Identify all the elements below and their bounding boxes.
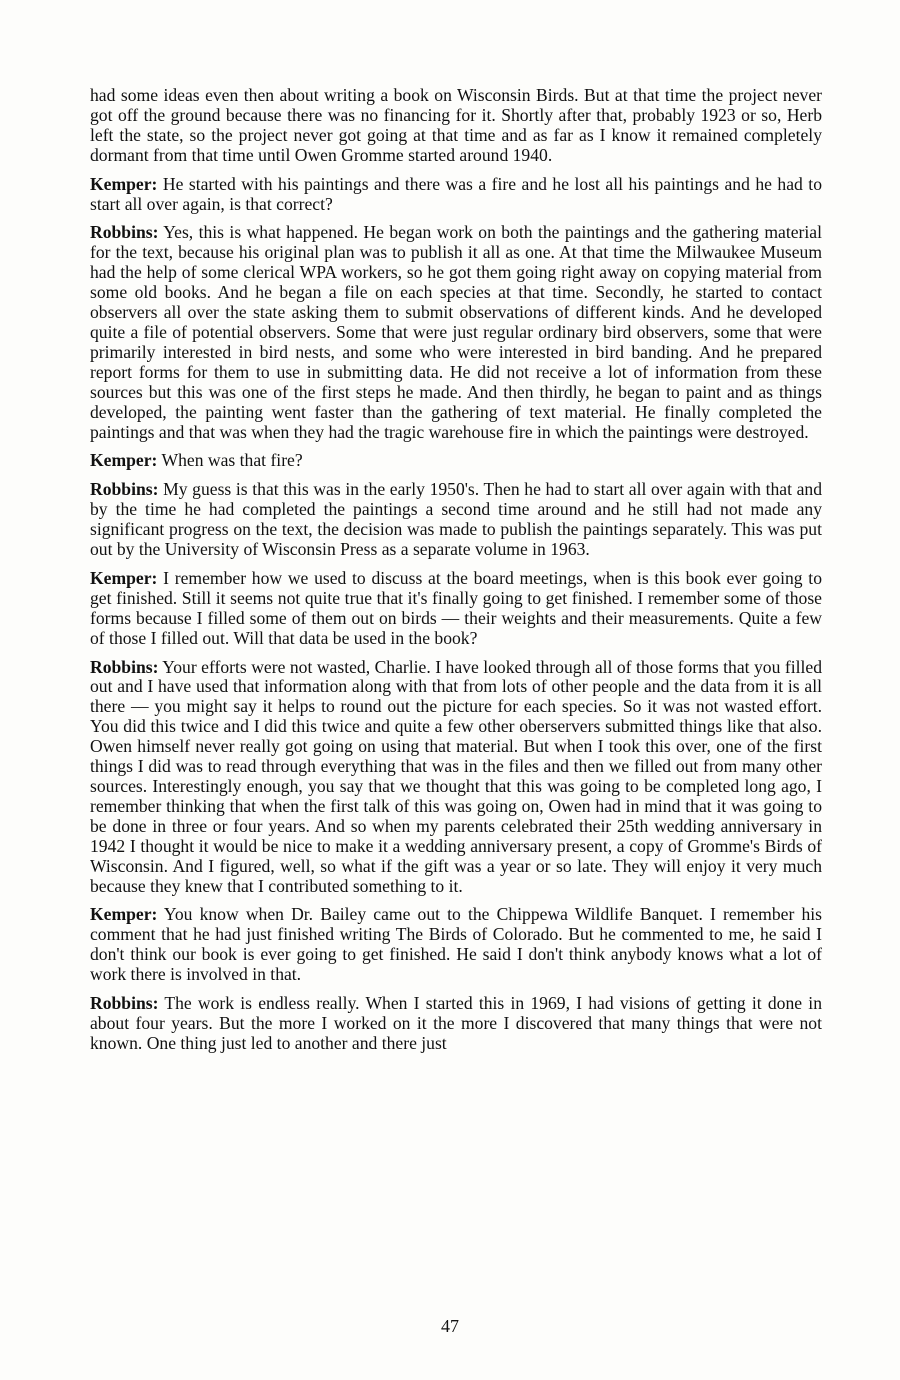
paragraph-8	[90, 905, 822, 985]
paragraph-7	[90, 658, 822, 897]
paragraph-text: When was that fire?	[157, 450, 303, 471]
speaker-label: Kemper:	[90, 450, 158, 471]
speaker-label: Robbins:	[90, 222, 159, 243]
paragraph-1	[90, 86, 822, 166]
paragraph-text: I remember how we used to discuss at the board meetings, when is this book ever going to get finished. Still it seems not quite true that it's finally going to get finished. I remember some of those forms because I filled some of them out on birds — their weights and their measurements. Quite a few of those I filled out. Will that data be used in the book?	[90, 567, 822, 648]
interview-text	[90, 86, 822, 1063]
paragraph-6	[90, 569, 822, 649]
paragraph-text: You know when Dr. Bailey came out to the Chippewa Wildlife Banquet. I remember his comment that he had just finished writing The Birds of Colorado. But he commented to me, he said I don't think our book is ever going to get finished. He said I don't think anybody knows what a lot of work there is involved in that.	[90, 904, 822, 985]
paragraph-9	[90, 994, 822, 1054]
paragraph-text: My guess is that this was in the early 1950's. Then he had to start all over again with that and by the time he had completed the paintings a second time around and he still had not made any significant progress on the text, the decision was made to publish the paintings separately. This was put out by the University of Wisconsin Press as a separate volume in 1963.	[90, 479, 822, 560]
paragraph-text: had some ideas even then about writing a book on Wisconsin Birds. But at that time the project never got off the ground because there was no financing for it. Shortly after that, probably 1923 or so, Herb left the state, so the project never got going at that time and as far as I know it remained completely dormant from that time until Owen Gromme started around 1940.	[90, 85, 822, 165]
speaker-label: Kemper:	[90, 904, 158, 925]
speaker-label: Robbins:	[90, 993, 159, 1014]
paragraph-2	[90, 175, 822, 215]
speaker-label: Kemper:	[90, 567, 158, 588]
paragraph-text: He started with his paintings and there was a fire and he lost all his paintings and he had to start all over again, is that correct?	[90, 173, 822, 214]
speaker-label: Robbins:	[90, 656, 159, 677]
paragraph-text: Yes, this is what happened. He began work on both the paintings and the gathering material for the text, because his original plan was to publish it all as one. At that time the Milwaukee Museum had the help of some clerical WPA workers, so he got them going right away on copying material from some old books. And he began a file on each species at that time. Secondly, he started to contact observers all over the state asking them to submit observations of different kinds. And he developed quite a file of potential observers. Some that were just regular ordinary bird observers, some that were primarily interested in bird nests, and some who were interested in bird banding. And he prepared report forms for them to use in submitting data. He did not receive a lot of information from these sources but this was one of the first steps he made. And then thirdly, he began to paint and as things developed, the painting went faster than the gathering of text material. He finally completed the paintings and that was when they had the tragic warehouse fire in which the paintings were destroyed.	[90, 222, 822, 442]
paragraph-text: Your efforts were not wasted, Charlie. I have looked through all of those forms that you filled out and I have used that information along with that from lots of other people and the data from it is all there — you might say it helps to round out the picture for each species. So it was not wasted effort. You did this twice and I did this twice and quite a few other oberservers submitted things like that also. Owen himself never really got going on using that material. But when I took this over, one of the first things I did was to read through everything that was in the files and then we filled out from many other sources. Interestingly enough, you say that we thought that this was going to be completed long ago, I remember thinking that when the first talk of this was going on, Owen had in mind that it was going to be done in three or four years. And so when my parents celebrated their 25th wedding anniversary in 1942 I thought it would be nice to make it a wedding anniversary present, a copy of Gromme's Birds of Wisconsin. And I figured, well, so what if the gift was a year or so late. They will enjoy it very much because they knew that I contributed something to it.	[90, 656, 822, 896]
paragraph-5	[90, 480, 822, 560]
speaker-label: Kemper:	[90, 173, 158, 194]
paragraph-4	[90, 451, 822, 471]
paragraph-text: The work is endless really. When I started this in 1969, I had visions of getting it done in about four years. But the more I worked on it the more I discovered that many things that were not known. One thing just led to another and there just	[90, 993, 822, 1053]
paragraph-3	[90, 223, 822, 442]
page-number: 47	[441, 1316, 459, 1336]
speaker-label: Robbins:	[90, 479, 159, 500]
